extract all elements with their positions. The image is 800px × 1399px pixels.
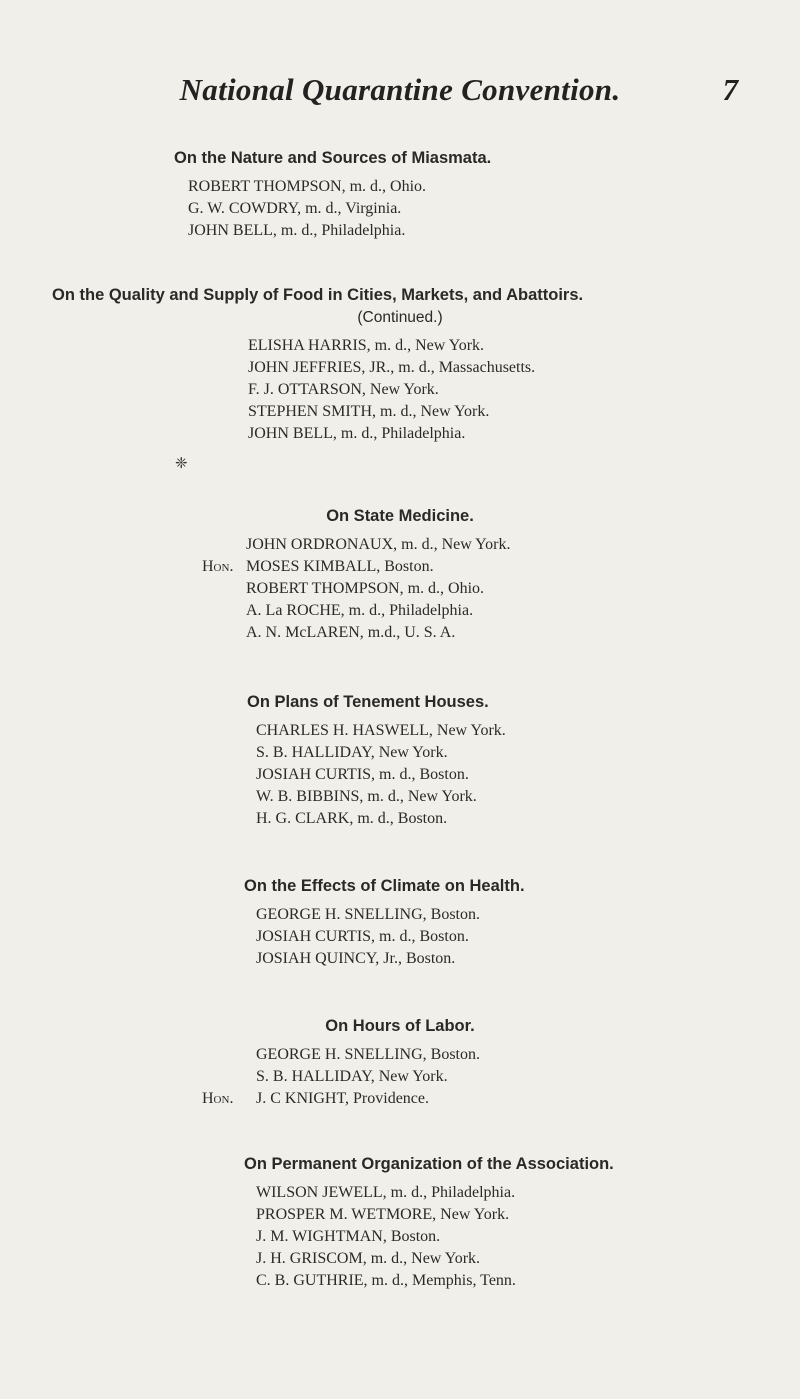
section-heading: On Plans of Tenement Houses.: [247, 693, 489, 711]
page-number: 7: [722, 72, 738, 107]
member-name: PROSPER M. WETMORE, New York.: [256, 1206, 510, 1223]
member-list: [0, 335, 800, 445]
member-name: ROBERT THOMPSON, m. d., Ohio.: [246, 580, 485, 597]
member-name: JOHN JEFFRIES, JR., m. d., Massachusetts.: [248, 359, 536, 376]
member-name: A. La ROCHE, m. d., Philadelphia.: [246, 602, 474, 619]
member-name: JOSIAH CURTIS, m. d., Boston.: [256, 928, 469, 945]
member-name: S. B. HALLIDAY, New York.: [256, 1068, 448, 1085]
page-title: National Quarantine Convention.: [179, 72, 621, 107]
section-heading: On State Medicine.: [326, 507, 474, 525]
member-name: JOHN BELL, m. d., Philadelphia.: [248, 425, 466, 442]
member-name: S. B. HALLIDAY, New York.: [256, 744, 448, 761]
honorific: Hon.: [202, 1090, 234, 1107]
member-name: GEORGE H. SNELLING, Boston.: [256, 906, 480, 923]
member-name: W. B. BIBBINS, m. d., New York.: [256, 788, 477, 805]
member-name: CHARLES H. HASWELL, New York.: [256, 722, 506, 739]
honorific: Hon.: [202, 558, 234, 575]
member-name: A. N. McLAREN, m.d., U. S. A.: [246, 624, 456, 641]
member-name: STEPHEN SMITH, m. d., New York.: [248, 403, 490, 420]
member-list: [0, 176, 800, 242]
section-heading: On the Quality and Supply of Food in Cities, Markets, and Abattoirs.: [52, 286, 584, 304]
member-name: J. H. GRISCOM, m. d., New York.: [256, 1250, 481, 1267]
section-heading: On Permanent Organization of the Association.: [244, 1155, 614, 1173]
member-name: WILSON JEWELL, m. d., Philadelphia.: [256, 1184, 516, 1201]
member-list: [0, 720, 800, 830]
committee-miasmata: [0, 146, 800, 242]
member-name: F. J. OTTARSON, New York.: [248, 381, 439, 398]
member-name: ROBERT THOMPSON, m. d., Ohio.: [188, 178, 427, 195]
member-list: [0, 534, 800, 644]
member-name: JOHN BELL, m. d., Philadelphia.: [188, 222, 406, 239]
member-list: [0, 904, 800, 970]
committee-hours-labor: [0, 1014, 800, 1110]
member-name: C. B. GUTHRIE, m. d., Memphis, Tenn.: [256, 1272, 516, 1289]
member-name: GEORGE H. SNELLING, Boston.: [256, 1046, 480, 1063]
section-heading: On the Nature and Sources of Miasmata.: [174, 149, 492, 167]
member-name: G. W. COWDRY, m. d., Virginia.: [188, 200, 402, 217]
member-name: H. G. CLARK, m. d., Boston.: [256, 810, 448, 827]
member-list: [0, 1044, 800, 1110]
member-name: JOSIAH CURTIS, m. d., Boston.: [256, 766, 469, 783]
member-name: J. M. WIGHTMAN, Boston.: [256, 1228, 441, 1245]
committee-state-medicine: [0, 504, 800, 644]
section-heading: On the Effects of Climate on Health.: [244, 877, 525, 895]
committee-food-supply: [0, 283, 800, 445]
section-heading: On Hours of Labor.: [325, 1017, 475, 1035]
running-header: [0, 72, 800, 116]
member-name-text: J. C KNIGHT, Providence.: [256, 1090, 430, 1107]
member-name: [202, 556, 800, 578]
committee-tenement-houses: [0, 690, 800, 830]
member-list: [0, 1182, 800, 1292]
section-subheading: (Continued.): [357, 309, 443, 326]
member-name: JOSIAH QUINCY, Jr., Boston.: [256, 950, 456, 967]
member-name: JOHN ORDRONAUX, m. d., New York.: [246, 536, 511, 553]
member-name-text: MOSES KIMBALL, Boston.: [246, 558, 434, 575]
committee-permanent-organization: [0, 1152, 800, 1292]
committee-climate-health: [0, 874, 800, 970]
member-name: ELISHA HARRIS, m. d., New York.: [248, 337, 485, 354]
member-name: [202, 1088, 800, 1110]
margin-mark: ❈: [175, 456, 188, 472]
